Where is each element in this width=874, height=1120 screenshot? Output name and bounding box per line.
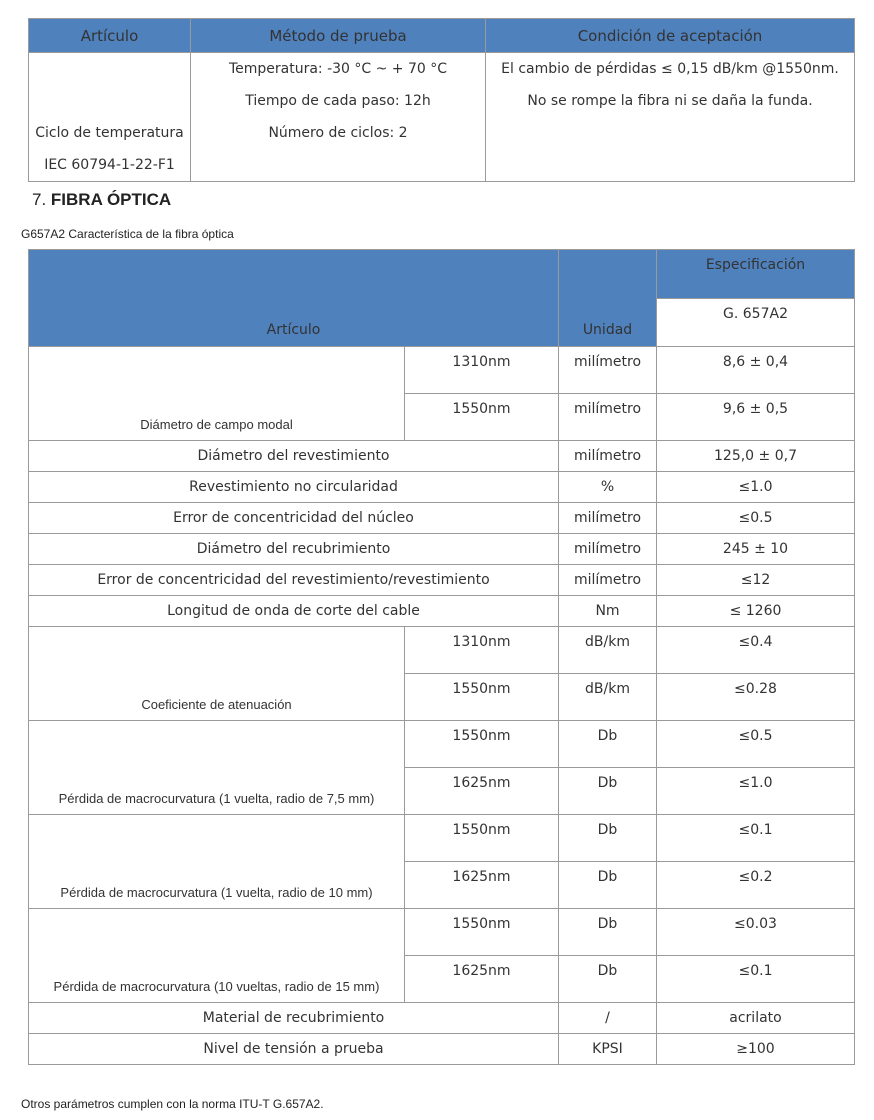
wavelength-cell: 1550nm [405, 394, 559, 441]
value-cell: ≤12 [657, 565, 855, 596]
unit-cell: milímetro [559, 347, 657, 394]
row-label: Pérdida de macrocurvatura (1 vuelta, radio de 7,5 mm) [29, 721, 405, 815]
value-cell: 9,6 ± 0,5 [657, 394, 855, 441]
value-cell: ≤1.0 [657, 768, 855, 815]
unit-cell: Db [559, 721, 657, 768]
wavelength-cell: 1625nm [405, 768, 559, 815]
table-caption: G657A2 Característica de la fibra óptica [21, 227, 234, 241]
row-label: Pérdida de macrocurvatura (10 vueltas, radio de 15 mm) [29, 909, 405, 1003]
footnote: Otros parámetros cumplen con la norma ITU-T G.657A2. [21, 1097, 324, 1111]
value-cell: 8,6 ± 0,4 [657, 347, 855, 394]
unit-cell: Db [559, 909, 657, 956]
unit-cell: milímetro [559, 394, 657, 441]
value-cell: ≤0.28 [657, 674, 855, 721]
unit-cell: milímetro [559, 503, 657, 534]
row-label: Diámetro del recubrimiento [29, 534, 559, 565]
row-label: Diámetro del revestimiento [29, 441, 559, 472]
fiber-characteristics-table [28, 249, 855, 1065]
unit-cell: Db [559, 768, 657, 815]
unit-cell: Db [559, 815, 657, 862]
value-cell: ≤0.03 [657, 909, 855, 956]
unit-cell: dB/km [559, 627, 657, 674]
value-cell: 245 ± 10 [657, 534, 855, 565]
value-cell: ≤0.5 [657, 721, 855, 768]
wavelength-cell: 1625nm [405, 956, 559, 1003]
item-cell [29, 53, 191, 182]
item-line: Ciclo de temperatura [35, 125, 184, 141]
row-label: Diámetro de campo modal [29, 347, 405, 441]
section-heading [32, 190, 171, 210]
header-spec-standard: G. 657A2 [657, 299, 855, 347]
value-cell: ≤0.5 [657, 503, 855, 534]
acceptance-line: No se rompe la fibra ni se daña la funda. [527, 93, 813, 109]
acceptance-line: El cambio de pérdidas ≤ 0,15 dB/km @1550nm. [501, 61, 839, 77]
header-item: Artículo [29, 19, 191, 53]
row-label: Pérdida de macrocurvatura (1 vuelta, radio de 10 mm) [29, 815, 405, 909]
method-line: Tiempo de cada paso: 12h [245, 93, 431, 109]
unit-cell: KPSI [559, 1034, 657, 1065]
unit-cell: / [559, 1003, 657, 1034]
value-cell: ≤0.2 [657, 862, 855, 909]
temperature-cycle-table [28, 18, 855, 182]
unit-cell: % [559, 472, 657, 503]
method-line: Número de ciclos: 2 [268, 125, 408, 141]
value-cell: ≥100 [657, 1034, 855, 1065]
row-label: Nivel de tensión a prueba [29, 1034, 559, 1065]
value-cell: ≤0.1 [657, 815, 855, 862]
unit-cell: dB/km [559, 674, 657, 721]
unit-cell: Db [559, 956, 657, 1003]
unit-cell: milímetro [559, 565, 657, 596]
wavelength-cell: 1550nm [405, 721, 559, 768]
acceptance-cell [486, 53, 855, 182]
method-cell [191, 53, 486, 182]
row-label: Error de concentricidad del revestimiento/revestimiento [29, 565, 559, 596]
row-label: Error de concentricidad del núcleo [29, 503, 559, 534]
wavelength-cell: 1310nm [405, 347, 559, 394]
row-label: Coeficiente de atenuación [29, 627, 405, 721]
row-label: Longitud de onda de corte del cable [29, 596, 559, 627]
row-label: Material de recubrimiento [29, 1003, 559, 1034]
section-number: 7. [32, 190, 47, 209]
header-item: Artículo [29, 250, 559, 347]
unit-cell: Nm [559, 596, 657, 627]
value-cell: acrilato [657, 1003, 855, 1034]
value-cell: ≤0.4 [657, 627, 855, 674]
wavelength-cell: 1310nm [405, 627, 559, 674]
value-cell: ≤0.1 [657, 956, 855, 1003]
wavelength-cell: 1550nm [405, 909, 559, 956]
unit-cell: milímetro [559, 534, 657, 565]
header-test-method: Método de prueba [191, 19, 486, 53]
section-title: FIBRA ÓPTICA [50, 190, 172, 209]
item-line: IEC 60794-1-22-F1 [44, 157, 175, 173]
value-cell: ≤ 1260 [657, 596, 855, 627]
method-line: Temperatura: -30 °C ~ + 70 °C [228, 61, 448, 77]
unit-cell: milímetro [559, 441, 657, 472]
wavelength-cell: 1550nm [405, 815, 559, 862]
value-cell: 125,0 ± 0,7 [657, 441, 855, 472]
wavelength-cell: 1625nm [405, 862, 559, 909]
header-acceptance: Condición de aceptación [486, 19, 855, 53]
wavelength-cell: 1550nm [405, 674, 559, 721]
unit-cell: Db [559, 862, 657, 909]
header-unit: Unidad [559, 250, 657, 347]
row-label: Revestimiento no circularidad [29, 472, 559, 503]
header-specification: Especificación [657, 250, 855, 299]
value-cell: ≤1.0 [657, 472, 855, 503]
